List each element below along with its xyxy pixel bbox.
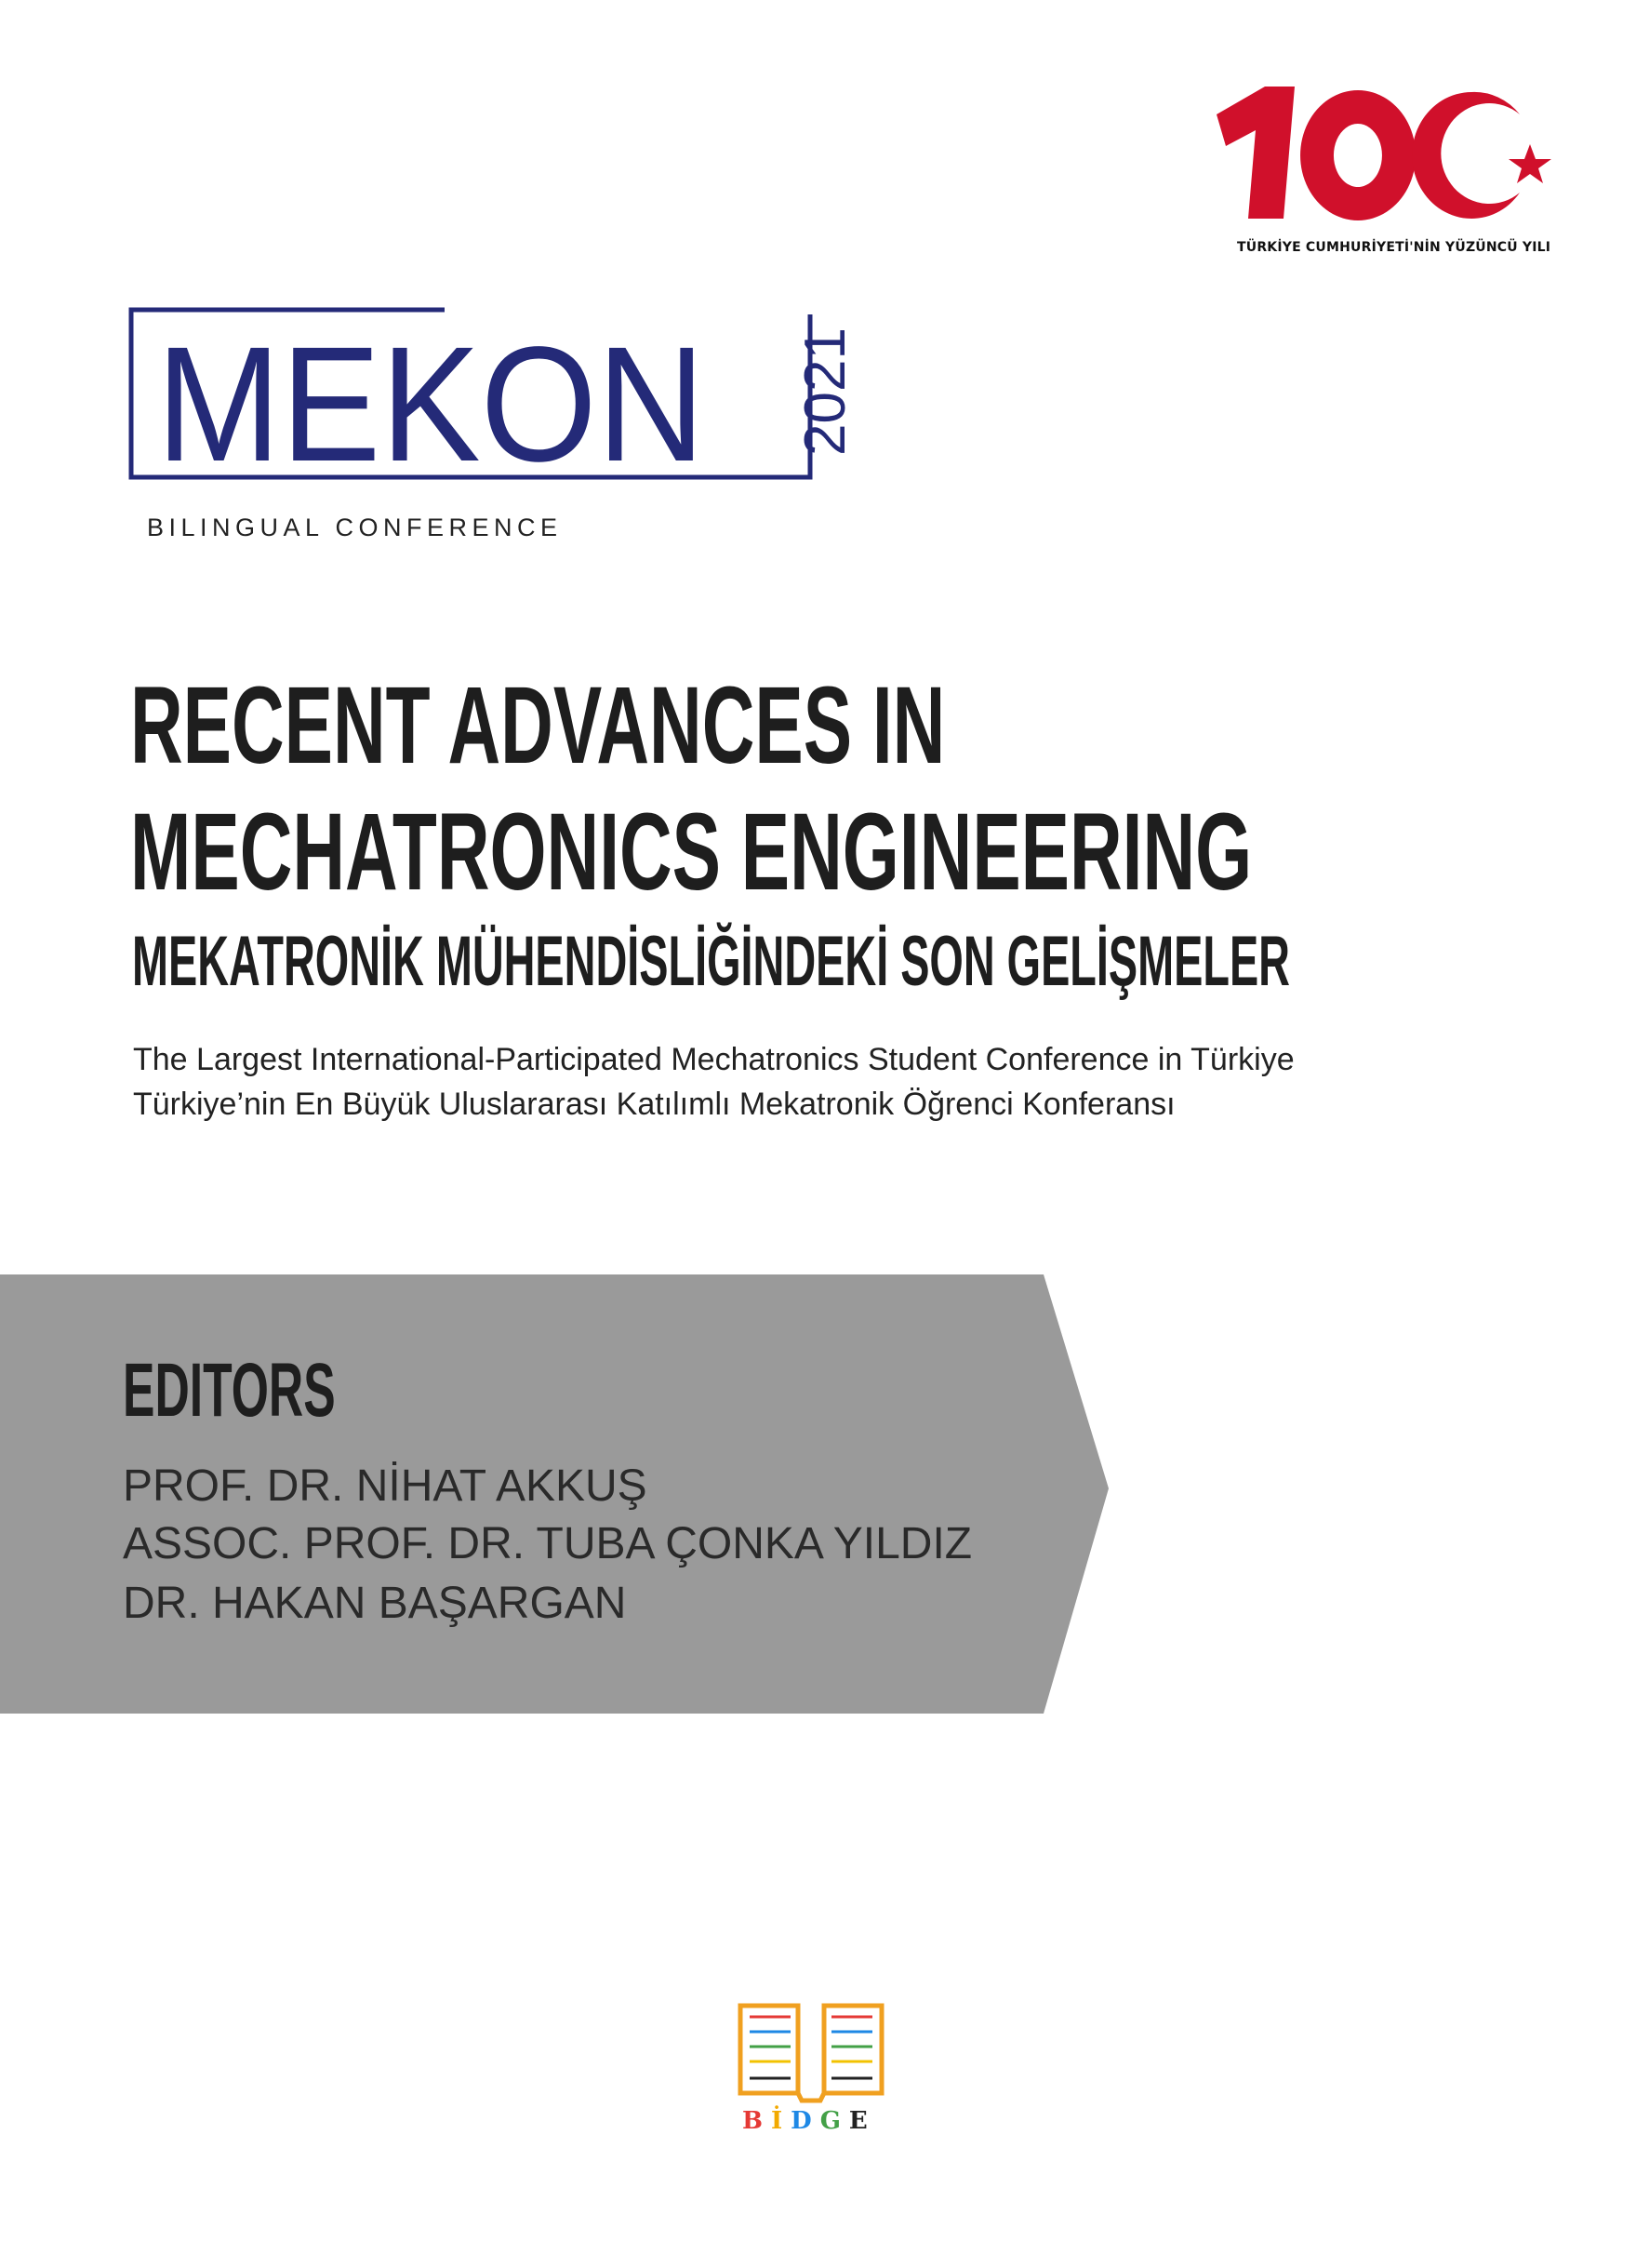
publisher-letter: B <box>742 2107 771 2135</box>
mekon-logo <box>128 307 872 530</box>
editor-name: ASSOC. PROF. DR. TUBA ÇONKA YILDIZ <box>123 1519 973 1568</box>
editor-name: DR. HAKAN BAŞARGAN <box>123 1579 627 1628</box>
publisher-letter: G <box>819 2107 849 2135</box>
publisher-name <box>742 2107 876 2135</box>
publisher-letter: İ <box>770 2107 791 2135</box>
conference-subtitle: BILINGUAL CONFERENCE <box>147 514 563 541</box>
book-title-line-1: RECENT ADVANCES IN <box>130 664 946 787</box>
description-turkish: Türkiye’nin En Büyük Uluslararası Katılımlı Mekatronik Öğrenci Konferansı <box>133 1087 1176 1122</box>
book-title-turkish: MEKATRONİK MÜHENDİSLİĞİNDEKİ SON GELİŞMELER <box>132 922 1290 1001</box>
editors-heading: EDITORS <box>123 1348 336 1433</box>
editor-name: PROF. DR. NİHAT AKKUŞ <box>123 1461 647 1511</box>
open-book-icon <box>737 2000 885 2104</box>
book-title-line-2: MECHATRONICS ENGINEERING <box>130 791 1253 914</box>
centennial-caption: TÜRKİYE CUMHURİYETİ'NİN YÜZÜNCÜ YILI <box>1237 240 1551 255</box>
centennial-logo <box>1209 79 1553 265</box>
description-english: The Largest International-Participated Mechatronics Student Conference in Türkiye <box>133 1042 1295 1077</box>
svg-text:MEKON: MEKON <box>156 314 705 496</box>
svg-text:2021: 2021 <box>793 327 858 456</box>
publisher-letter: D <box>791 2107 820 2135</box>
publisher-letter: E <box>848 2107 876 2135</box>
